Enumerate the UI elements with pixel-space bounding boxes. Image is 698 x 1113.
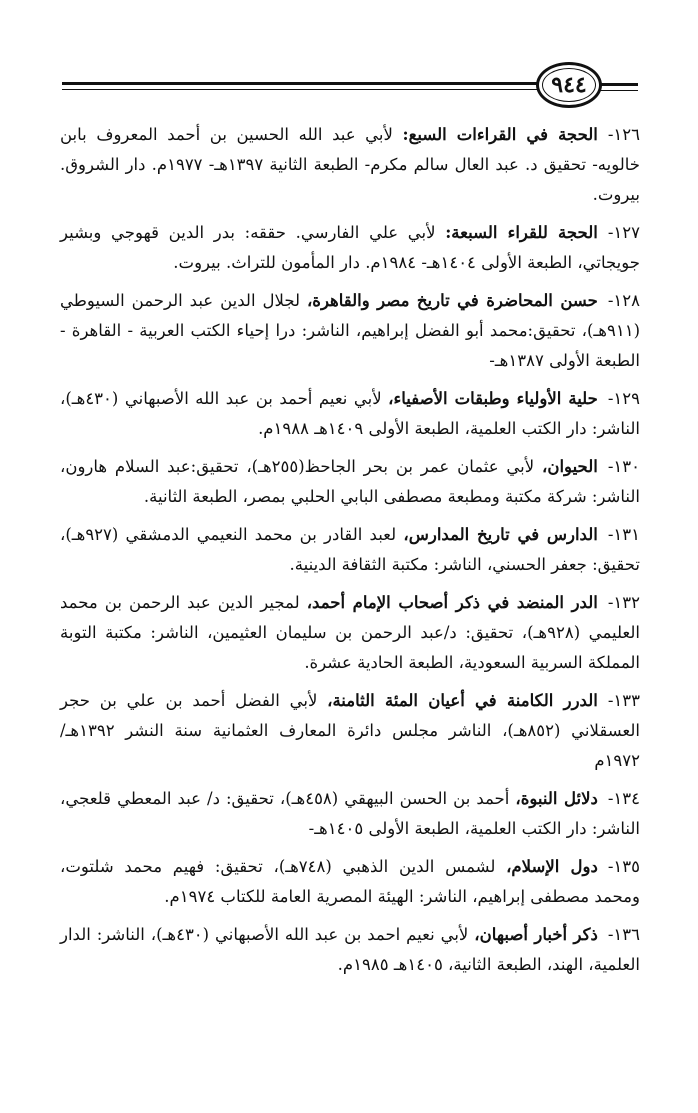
entry-text: لأبي الفضل أحمد بن علي بن حجر العسقلاني (٨٥٢هـ)، الناشر مجلس دائرة المعارف العثمانية سنة النشر ١٣٩٢هـ/ ١٩٧٢م [60, 691, 641, 770]
entry-title: الحجة في القراءات السبع: [402, 125, 598, 144]
entry-number: ١٣٣- [607, 691, 640, 710]
entry-title: الحجة للقراء السبعة: [445, 223, 598, 242]
entry-text: لأبي نعيم أحمد بن عبد الله الأصبهاني (٤٣٠هـ)، الناشر: دار الكتب العلمية، الطبعة الأولى ١٤٠٩هـ ١٩٨٨م. [60, 389, 640, 438]
entry-text: لأبي علي الفارسي. حققه: بدر الدين قهوجي وبشير جويجاتي، الطبعة الأولى ١٤٠٤هـ- ١٩٨٤م. دار المأمون للتراث. بيروت. [60, 223, 640, 272]
entry-number: ١٣٥- [607, 857, 640, 876]
header-rule-thin [62, 89, 542, 90]
entry-number: ١٢٧- [607, 223, 640, 242]
bibliography-entry [60, 588, 640, 678]
bibliography-entry [60, 920, 640, 980]
header-rule-right-thick [598, 83, 638, 86]
entry-title: ذكر أخبار أصبهان، [474, 925, 598, 944]
bibliography-entry [60, 452, 640, 512]
entry-title: الدرر الكامنة في أعيان المئة الثامنة، [327, 691, 598, 710]
entry-number: ١٢٩- [607, 389, 641, 408]
entry-text: لجلال الدين عبد الرحمن السيوطي (٩١١هـ)، تحقيق:محمد أبو الفضل إبراهيم، الناشر: درا إحياء الكتب العربية - القاهرة - الطبعة الأولى ١٣٨٧هـ- [60, 291, 640, 370]
entry-title: الدر المنضد في ذكر أصحاب الإمام أحمد، [306, 593, 598, 612]
page-number-oval [536, 62, 602, 108]
entry-number: ١٣٢- [607, 593, 640, 612]
entry-number: ١٣٤- [607, 789, 641, 808]
page-number: ٩٤٤ [551, 72, 587, 98]
bibliography-entry [60, 784, 640, 844]
entry-text: لأبي عثمان عمر بن بحر الجاحظ(٢٥٥هـ)، تحقيق:عبد السلام هارون، الناشر: شركة مكتبة ومطبعة مصطفى البابي الحلبي بمصر، الطبعة الثانية. [60, 457, 640, 506]
bibliography-entry [60, 286, 640, 376]
entry-number: ١٣١- [607, 525, 640, 544]
entry-text: لأبي عبد الله الحسين بن أحمد المعروف بابن خالويه- تحقيق د. عبد العال سالم مكرم- الطبعة الثانية ١٣٩٧هـ- ١٩٧٧م. دار الشروق. بيروت. [60, 125, 640, 204]
header-rule-right-thin [598, 90, 638, 91]
entry-text: لعبد القادر بن محمد النعيمي الدمشقي (٩٢٧هـ)، تحقيق: جعفر الحسني، الناشر: مكتبة الثقافة الدينية. [60, 525, 640, 574]
entry-text: لشمس الدين الذهبي (٧٤٨هـ)، تحقيق: فهيم محمد شلتوت، ومحمد مصطفى إبراهيم، الناشر: الهيئة المصرية العامة للكتاب ١٩٧٤م. [60, 857, 640, 906]
entry-text: لأبي نعيم احمد بن عبد الله الأصبهاني (٤٣٠هـ)، الناشر: الدار العلمية، الهند، الطبعة الثانية، ١٤٠٥هـ ١٩٨٥م. [60, 925, 640, 974]
bibliography-entry [60, 520, 640, 580]
bibliography-entry [60, 384, 640, 444]
bibliography-entry [60, 218, 640, 278]
bibliography-entry [60, 120, 640, 210]
bibliography-entry [60, 852, 640, 912]
entry-title: الدارس في تاريخ المدارس، [403, 525, 598, 544]
entry-number: ١٢٨- [607, 291, 640, 310]
entry-title: حلية الأولياء وطبقات الأصفياء، [388, 389, 598, 408]
header-rule-thick [62, 82, 542, 85]
entry-text: أحمد بن الحسن البيهقي (٤٥٨هـ)، تحقيق: د/ عبد المعطي قلعجي، الناشر: دار الكتب العلمية، الطبعة الأولى ١٤٠٥هـ- [60, 789, 640, 838]
entry-title: الحيوان، [542, 457, 598, 476]
entry-title: حسن المحاضرة في تاريخ مصر والقاهرة، [306, 291, 598, 310]
entry-title: دلائل النبوة، [515, 789, 598, 808]
bibliography-entry [60, 686, 640, 776]
entry-number: ١٣٠- [607, 457, 640, 476]
entry-number: ١٣٦- [607, 925, 641, 944]
page-header [0, 0, 698, 120]
entry-text: لمجير الدين عبد الرحمن بن محمد العليمي (٩٢٨هـ)، تحقيق: د/عبد الرحمن بن سليمان العثيمين، الناشر: مكتبة التوبة المملكة السربية السعودية، الطبعة الحادية عشرة. [60, 593, 640, 672]
entry-number: ١٢٦- [607, 125, 641, 144]
bibliography-list [60, 120, 640, 988]
entry-title: دول الإسلام، [506, 857, 598, 876]
